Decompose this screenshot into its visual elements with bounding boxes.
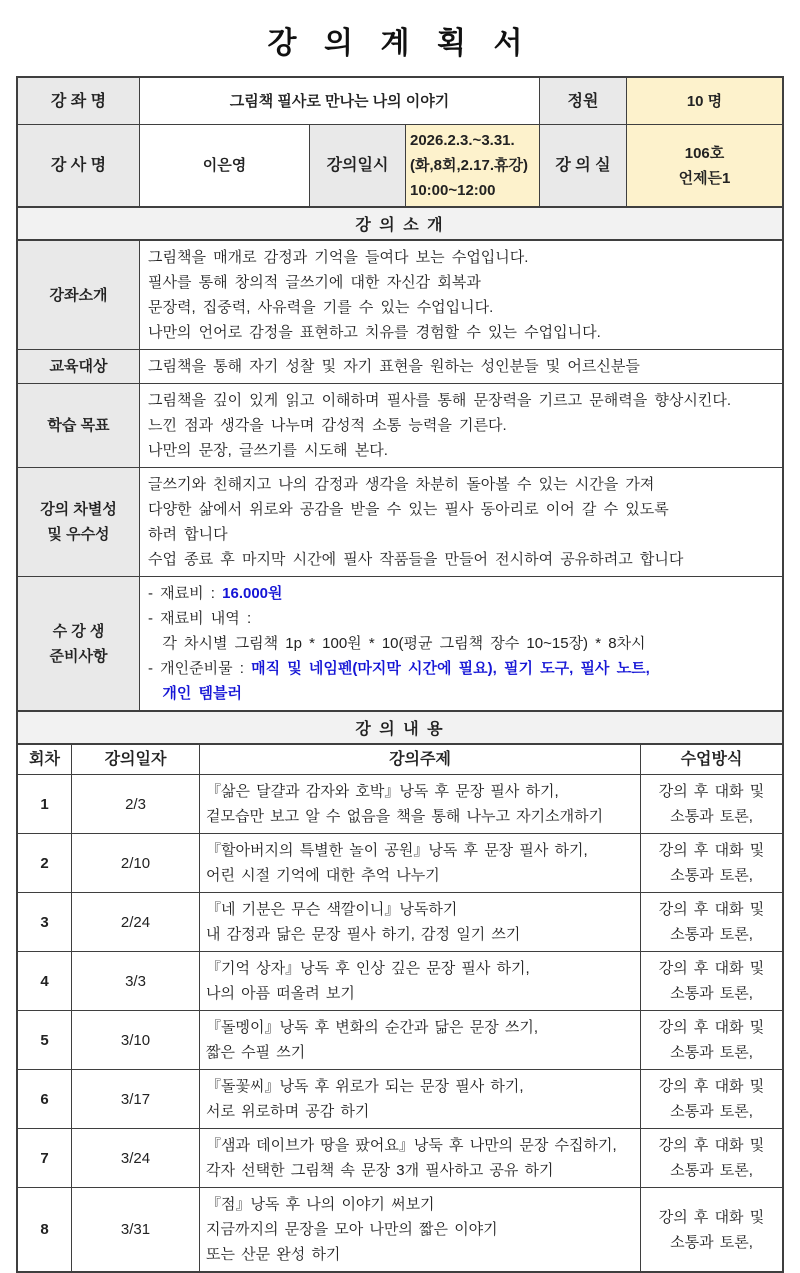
content-line [148,547,774,572]
plain-text: 그림책을 매개로 감정과 기억을 들여다 보는 수업입니다. [148,249,529,266]
room-value [627,125,782,206]
topic-line: 『할아버지의 특별한 놀이 공원』낭독 후 문장 필사 하기, [206,842,588,859]
highlighted-text: 개인 템블러 [148,685,242,702]
intro-row [18,350,782,384]
session-topic [200,775,641,833]
topic-line: 나의 아픔 떠올려 보기 [206,985,355,1002]
column-header-date: 강의일자 [72,745,200,774]
method-line: 강의 후 대화 및 [658,960,765,977]
content-line [148,497,774,522]
session-method [641,775,782,833]
label-line: 강의 차별성 [40,501,117,518]
plain-text: - 재료비 : [148,585,223,602]
cell-line: 2026.2.3.~3.31. [410,132,515,149]
schedule-table [16,743,784,1273]
plain-text: 느낀 점과 생각을 나누며 감성적 소통 능력을 기른다. [148,417,507,434]
highlighted-text: 16.000원 [222,585,283,602]
intro-row-content [140,577,782,710]
topic-line: 짧은 수필 쓰기 [206,1044,306,1061]
session-date: 3/3 [72,952,200,1010]
topic-line: 『네 기분은 무슨 색깔이니』낭독하기 [206,901,458,918]
session-topic [200,834,641,892]
capacity-label: 정원 [540,78,627,124]
method-line: 소통과 토론, [670,926,753,943]
session-number: 4 [18,952,72,1010]
session-method [641,893,782,951]
session-date: 2/3 [72,775,200,833]
method-line: 강의 후 대화 및 [658,842,765,859]
topic-line: 『기억 상자』낭독 후 인상 깊은 문장 필사 하기, [206,960,530,977]
method-line: 강의 후 대화 및 [658,1019,765,1036]
schedule-body [18,775,782,1271]
lecture-plan-document [16,0,784,1273]
topic-line: 『돌멩이』낭독 후 변화의 순간과 닮은 문장 쓰기, [206,1019,538,1036]
session-number: 1 [18,775,72,833]
cell-line: 언제든1 [678,169,731,187]
section-header-intro: 강 의 소 개 [16,206,784,241]
content-line [148,354,774,379]
cell-line: 10:00~12:00 [410,182,496,199]
session-method [641,1188,782,1271]
session-topic [200,893,641,951]
schedule-label: 강의일시 [310,125,406,206]
plain-text: 각 차시별 그림책 1p * 100원 * 10(평균 그림책 장수 10~15장) * 8차시 [148,635,646,652]
content-line [148,606,774,631]
info-table [16,76,784,208]
session-number: 6 [18,1070,72,1128]
highlighted-text: 매직 및 네임펜(마지막 시간에 필요), 필기 도구, 필사 노트, [251,660,650,677]
schedule-row [18,1188,782,1271]
session-date: 3/24 [72,1129,200,1187]
schedule-row [18,834,782,893]
session-method [641,1129,782,1187]
session-date: 2/24 [72,893,200,951]
plain-text: 그림책을 깊이 있게 읽고 이해하며 필사를 통해 문장력을 기르고 문해력을 향상시킨다. [148,392,731,409]
method-line: 강의 후 대화 및 [658,783,765,800]
content-line [148,581,774,606]
session-number: 7 [18,1129,72,1187]
room-label: 강 의 실 [540,125,627,206]
session-topic [200,1011,641,1069]
session-topic [200,1129,641,1187]
session-number: 3 [18,893,72,951]
method-line: 소통과 토론, [670,1162,753,1179]
intro-row-label [18,577,140,710]
content-line [148,656,774,681]
section-header-content: 강 의 내 용 [16,710,784,745]
method-line: 강의 후 대화 및 [658,1078,765,1095]
content-line [148,320,774,345]
plain-text: 그림책을 통해 자기 성찰 및 자기 표현을 원하는 성인분들 및 어르신분들 [148,358,640,375]
session-method [641,834,782,892]
label-line: 준비사항 [49,647,108,665]
instructor-value: 이은영 [140,125,310,206]
plain-text: 하려 합니다 [148,526,228,543]
session-number: 2 [18,834,72,892]
schedule-row [18,952,782,1011]
method-line: 소통과 토론, [670,1233,753,1251]
session-topic [200,1188,641,1271]
topic-line: 『샘과 데이브가 땅을 팠어요』낭둑 후 나만의 문장 수집하기, [206,1137,617,1154]
schedule-row [18,1129,782,1188]
content-line [148,472,774,497]
info-row-instructor [18,125,782,206]
session-date: 3/17 [72,1070,200,1128]
content-line [148,295,774,320]
topic-line: 또는 산문 완성 하기 [206,1246,341,1263]
topic-line: 어린 시절 기억에 대한 추억 나누기 [206,867,440,884]
cell-line: 106호 [684,144,725,162]
method-line: 소통과 토론, [670,985,753,1002]
intro-row [18,468,782,577]
intro-row [18,384,782,468]
intro-row-content [140,241,782,349]
method-line: 소통과 토론, [670,867,753,884]
method-line: 강의 후 대화 및 [658,1137,765,1154]
method-line: 강의 후 대화 및 [658,901,765,918]
intro-row-content [140,384,782,467]
session-number: 5 [18,1011,72,1069]
label-line: 및 우수성 [47,526,110,543]
topic-line: 『삶은 달걀과 감자와 호박』낭독 후 문장 필사 하기, [206,783,559,800]
session-date: 3/10 [72,1011,200,1069]
plain-text: 필사를 통해 창의적 글쓰기에 대한 자신감 회복과 [148,274,481,291]
content-line [148,681,774,706]
session-number: 8 [18,1188,72,1271]
intro-row-label [18,384,140,467]
label-line: 강좌소개 [49,286,108,304]
intro-row-label [18,468,140,576]
topic-line: 내 감정과 닮은 문장 필사 하기, 감정 일기 쓰기 [206,926,521,943]
schedule-row [18,1070,782,1129]
topic-line: 각자 선택한 그림책 속 문장 3개 필사하고 공유 하기 [206,1162,554,1179]
intro-row-content [140,350,782,383]
course-name-value: 그림책 필사로 만나는 나의 이야기 [140,78,540,124]
topic-line: 『점』낭독 후 나의 이야기 써보기 [206,1196,435,1213]
method-line: 소통과 토론, [670,1044,753,1061]
intro-row [18,241,782,350]
session-date: 3/31 [72,1188,200,1271]
column-header-session: 회차 [18,745,72,774]
content-line [148,388,774,413]
schedule-row [18,775,782,834]
cell-line: (화,8회,2.17.휴강) [410,157,528,174]
content-line [148,438,774,463]
intro-row-label [18,241,140,349]
topic-line: 『돌꽃씨』낭독 후 위로가 되는 문장 필사 하기, [206,1078,524,1095]
session-topic [200,1070,641,1128]
plain-text: 나만의 문장, 글쓰기를 시도해 본다. [148,442,388,459]
topic-line: 겉모습만 보고 알 수 없음을 책을 통해 나누고 자기소개하기 [206,808,604,825]
session-method [641,952,782,1010]
intro-table [16,239,784,712]
plain-text: 나만의 언어로 감정을 표현하고 치유를 경험할 수 있는 수업입니다. [148,324,601,341]
method-line: 소통과 토론, [670,1103,753,1120]
label-line: 수 강 생 [52,622,105,640]
content-line [148,270,774,295]
info-row-course [18,78,782,125]
method-line: 소통과 토론, [670,808,753,825]
schedule-row [18,893,782,952]
column-header-topic: 강의주제 [200,745,641,774]
content-line [148,245,774,270]
content-line [148,413,774,438]
intro-row-content [140,468,782,576]
plain-text: 다양한 삶에서 위로와 공감을 받을 수 있는 필사 동아리로 이어 갈 수 있도록 [148,501,669,518]
session-date: 2/10 [72,834,200,892]
capacity-value: 10 명 [627,78,782,124]
schedule-header-row [18,745,782,775]
page-title: 강 의 계 획 서 [267,27,533,60]
content-line [148,522,774,547]
method-line: 강의 후 대화 및 [658,1208,765,1226]
schedule-value [406,125,540,206]
course-name-label: 강 좌 명 [18,78,140,124]
intro-row-label [18,350,140,383]
instructor-label: 강 사 명 [18,125,140,206]
topic-line: 서로 위로하며 공감 하기 [206,1103,370,1120]
column-header-method: 수업방식 [680,751,743,768]
topic-line: 지금까지의 문장을 모아 나만의 짧은 이야기 [206,1221,498,1238]
content-line [148,631,774,656]
plain-text: - 재료비 내역 : [148,610,252,627]
session-method [641,1070,782,1128]
schedule-row [18,1011,782,1070]
plain-text: 수업 종료 후 마지막 시간에 필사 작품들을 만들어 전시하여 공유하려고 합니다 [148,551,684,568]
plain-text: 문장력, 집중력, 사유력을 기를 수 있는 수업입니다. [148,299,494,316]
label-line: 교육대상 [49,358,108,375]
plain-text: - 개인준비물 : [148,660,252,677]
intro-row [18,577,782,710]
session-topic [200,952,641,1010]
session-method [641,1011,782,1069]
plain-text: 글쓰기와 친해지고 나의 감정과 생각을 차분히 돌아볼 수 있는 시간을 가져 [148,476,655,493]
label-line: 학습 목표 [47,417,110,434]
